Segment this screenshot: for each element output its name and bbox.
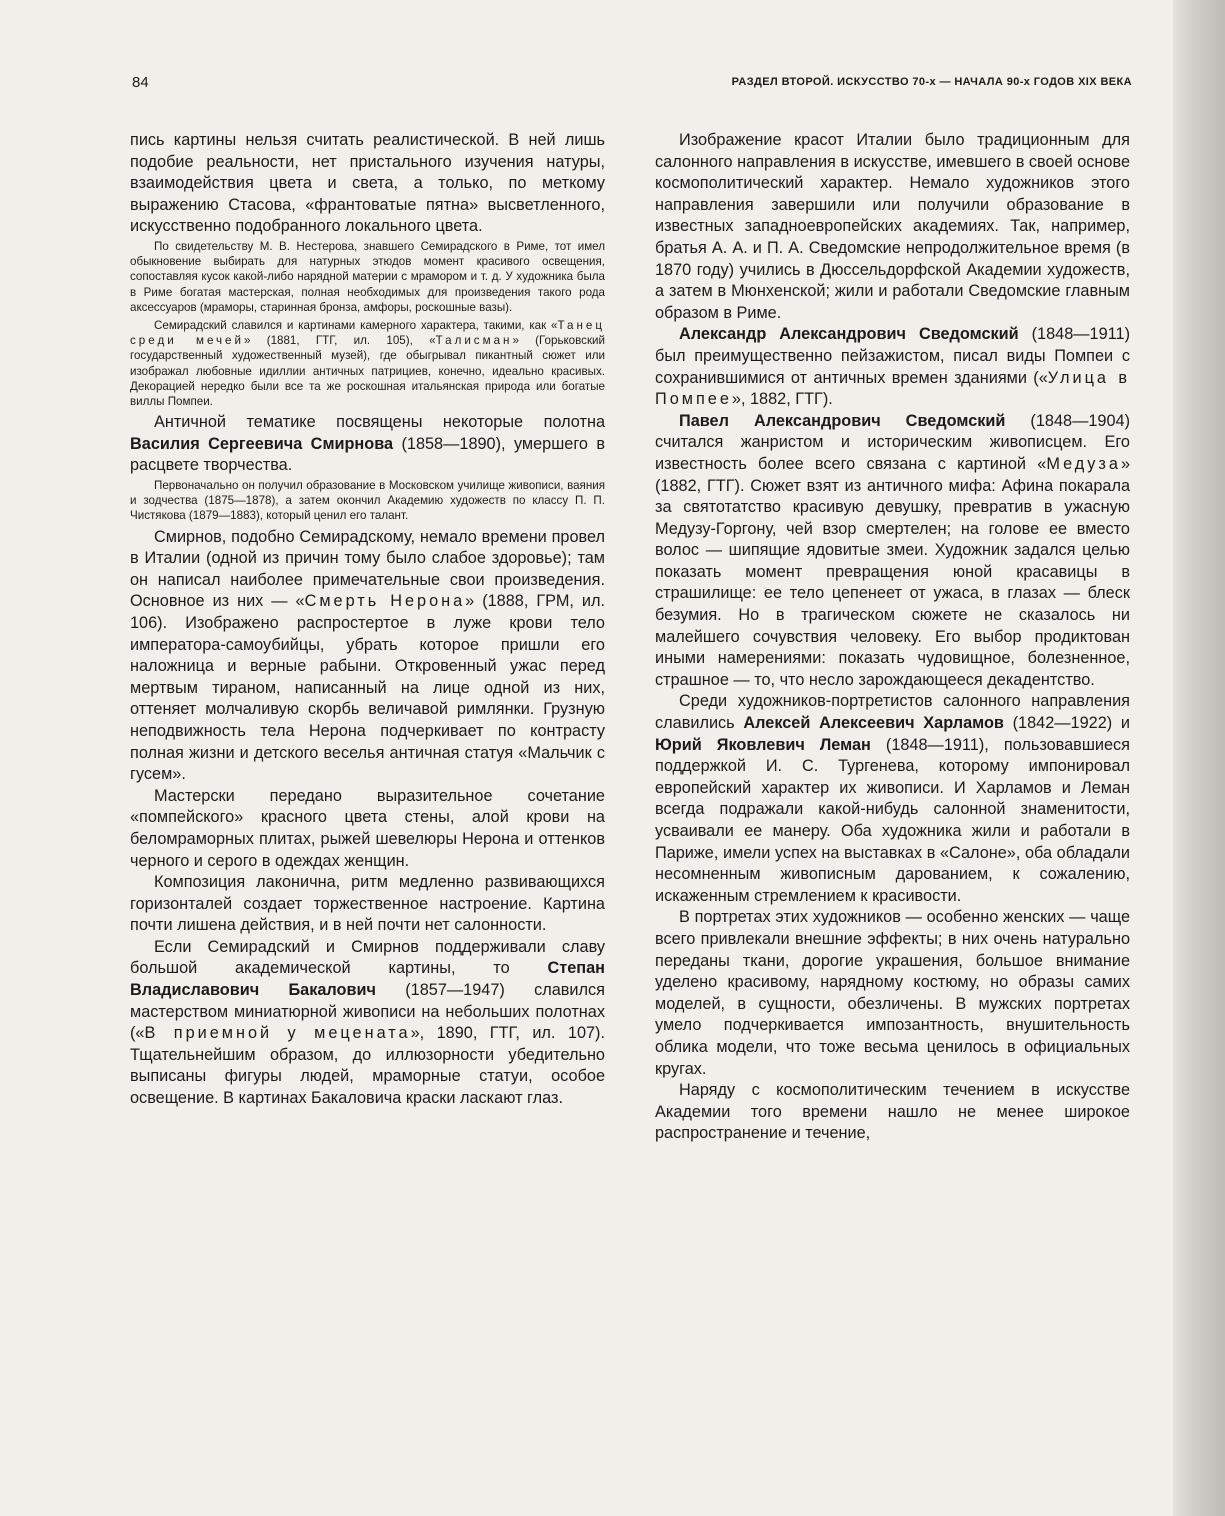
artwork-title: Смерть Нерона bbox=[304, 592, 466, 611]
paragraph: Изображение красот Италии было традиционным для салонного направления в искусстве, имевшего в своей основе космополитический характер. Немало художников этого направления завершили или получили образование в известных западноевропейских академиях. Так, например, братья А. А. и П. А. Сведомские непродолжительное время (в 1870 году) учились в Дюссельдорфской Академии художеств, а затем в Мюнхенской; жили и работали Сведомские главным образом в Риме. bbox=[655, 131, 1130, 322]
text-run: » (Горьковский государственный художественный музей), где обыгрывал пикантный сюжет или изображал любовные идиллии античных патрициев, конечно, идеально красивых. Декорацией нередко были все та же роскошная итальянская природа или богатые виллы Помпеи. bbox=[130, 334, 605, 408]
page-number: 84 bbox=[132, 74, 149, 91]
running-head: РАЗДЕЛ ВТОРОЙ. ИСКУССТВО 70-х — НАЧАЛА 90-х ГОДОВ XIX ВЕКА bbox=[731, 76, 1132, 88]
artist-name: Павел Александрович Сведомский bbox=[679, 411, 1006, 430]
text-run: Среди художников-портретистов салонного направления славились bbox=[655, 692, 1130, 733]
artwork-title: Талисман bbox=[435, 334, 513, 348]
paragraph: Мастерски передано выразительное сочетание «помпейского» красного цвета стены, алой крови на беломраморных плитах, рыжей шевелюры Нерона и оттенков черного и серого в одеждах женщин. bbox=[130, 786, 605, 870]
text-run: », 1890, ГТГ, ил. 107). Тщательнейшим образом, до иллюзорности убедительно выписаны фигуры людей, мраморные статуи, особое освещение. В картинах Бакаловича краски ласкают глаз. bbox=[130, 1024, 605, 1108]
artist-name: Александр Александрович Сведомский bbox=[679, 325, 1019, 344]
paragraph bbox=[130, 412, 605, 477]
text-run: », 1882, ГТГ). bbox=[731, 390, 833, 409]
footnote-paragraph: По свидетельству М. В. Нестерова, знавшего Семирадского в Риме, тот имел обыкновение выбирать для натурных этюдов момент красивого освещения, сопоставляя кусок какой-либо нарядной материи с мрамором и т. д. У художника была в Риме богатая мастерская, полная необходимых для произведения такого рода аксессуаров (мраморы, старинная бронза, амфоры, роскошные вазы). bbox=[130, 239, 605, 314]
paragraph bbox=[655, 411, 1130, 692]
paragraph: Композиция лаконична, ритм медленно развивающихся горизонталей создает торжественное настроение. Картина почти лишена действия, и в ней почти нет салонности. bbox=[130, 873, 605, 935]
artwork-title: Танец среди мечей bbox=[130, 318, 605, 348]
text-run: (1842—1922) и bbox=[1003, 714, 1130, 733]
text-run: (1858—1890), умершего в расцвете творчества. bbox=[130, 434, 605, 475]
paragraph bbox=[655, 691, 1130, 907]
text-run: (1857—1947) славился мастерством миниатюрной живописи на небольших полотнах (« bbox=[130, 981, 605, 1043]
footnote-paragraph: Первоначально он получил образование в Московском училище живописи, ваяния и зодчества (1875—1878), а затем окончил Академию художеств по классу П. П. Чистякова (1879—1883), который ценил его талант. bbox=[130, 478, 605, 523]
text-run: (1848—1911) был преимущественно пейзажистом, писал виды Помпеи с сохранившимися от античных времен зданиями (« bbox=[655, 325, 1130, 387]
text-run: (1848—1911), пользовавшиеся поддержкой И. С. Тургенева, которому импонировал европейский характер их живописи. И Харламов и Леман всегда подражали какой-нибудь салонной знаменитости, усваивали ее манеру. Оба художника жили и работали в Париже, имели успех на выставках в «Салоне», оба обладали несомненным живописным дарованием, к сожалению, искаженным стремлением к красивости. bbox=[655, 735, 1130, 905]
paragraph: В портретах этих художников — особенно женских — чаще всего привлекали внешние эффекты; в них очень натурально переданы ткани, дорогие украшения, большое внимание уделено красивому, нарядному костюму, но образы самих моделей, в сущности, обезличены. В мужских портретах умело подчеркивается импозантность, внушительность облика модели, что тоже весьма ценилось в официальных кругах. bbox=[655, 908, 1130, 1078]
left-column bbox=[130, 130, 605, 1110]
text-run: Смирнов, подобно Семирадскому, немало времени провел в Италии (одной из причин тому было слабое здоровье); там он написал наиболее примечательные свои произведения. Основное из них — « bbox=[130, 527, 605, 611]
footnote-paragraph bbox=[130, 318, 605, 409]
paragraph bbox=[130, 527, 605, 786]
text-run: » (1888, ГРМ, ил. 106). Изображено распростертое в луже крови тело императора-самоубийцы, убрать которое пришли его наложница и верные рабыни. Откровенный ужас перед мертвым тираном, написанный на лице одной из них, оттеняет молчаливую скорбь величавой римлянки. Грузную неподвижность тела Нерона подчеркивает по контрасту полная жизни и детского веселья античная статуя «Мальчик с гусем». bbox=[130, 592, 605, 784]
text-run: Семирадский славился и картинами камерного характера, такими, как « bbox=[154, 318, 558, 332]
artist-name: Юрий Яковлевич Леман bbox=[655, 735, 871, 754]
artwork-title: Медуза bbox=[1046, 454, 1121, 473]
text-run: Античной тематике посвящены некоторые полотна bbox=[154, 413, 605, 432]
text-run: » (1882, ГТГ). Сюжет взят из античного мифа: Афина покарала за святотатство красивую девушку, превратив в ужасную Медузу-Горгону, чей взор смертелен; на голове ее вместо волос — шипящие ядовитые змеи. Художник задался целью показать момент превращения юной красавицы в страшилище: ее тело цепенеет от ужаса, в глазах — блеск безумия. Но в трагическом сюжете не сказалось ни малейшего сочувствия человеку. Его выбор продиктован иными намерениями: показать чудовищное, болезненное, страшное — то, что несло зарождающееся декадентство. bbox=[655, 454, 1130, 689]
paragraph bbox=[655, 324, 1130, 410]
artwork-title: Улица в Помпее bbox=[655, 368, 1130, 409]
text-run: Если Семирадский и Смирнов поддерживали славу большой академической картины, то bbox=[130, 937, 605, 978]
artist-name: Алексей Алексеевич Харламов bbox=[743, 714, 1004, 733]
page-edge-shadow bbox=[1173, 0, 1225, 1516]
artwork-title: В приемной у мецената bbox=[144, 1024, 411, 1043]
paragraph: Наряду с космополитическим течением в искусстве Академии того времени нашло не менее широкое распространение и течение, bbox=[655, 1081, 1130, 1143]
text-run: » (1881, ГТГ, ил. 105), « bbox=[243, 334, 436, 348]
artist-name: Василия Сергеевича Смирнова bbox=[130, 434, 394, 453]
page-header bbox=[132, 74, 1132, 96]
right-column bbox=[655, 130, 1130, 1145]
text-run: (1848—1904) считался жанристом и историческим живописцем. Его известность более всего связана с картиной « bbox=[655, 411, 1130, 473]
artist-name: Степан Владиславович Бакалович bbox=[130, 959, 605, 1000]
paragraph: пись картины нельзя считать реалистической. В ней лишь подобие реальности, нет пристального изучения натуры, взаимодействия цвета и света, а только, по меткому выражению Стасова, «франтоватые пятна» высветленного, искусственно подобранного локального цвета. bbox=[130, 131, 605, 236]
paragraph bbox=[130, 937, 605, 1110]
